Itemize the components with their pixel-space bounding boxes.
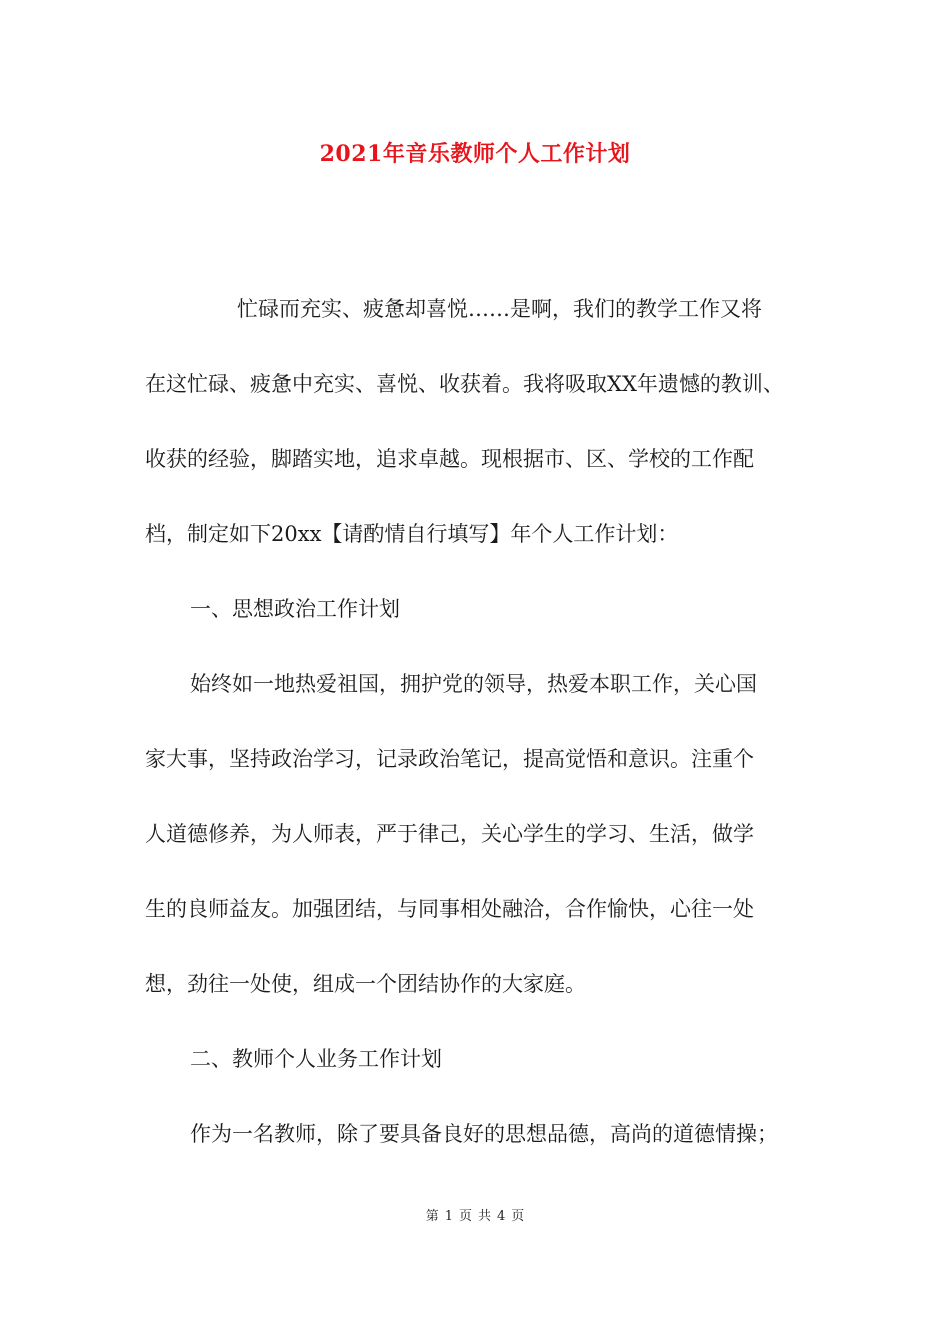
text-line: 忙碌而充实、疲惫却喜悦……是啊，我们的教学工作又将 [237, 297, 762, 321]
footer-total-pages: 4 [497, 1209, 506, 1224]
footer-label-di: 第 [425, 1209, 439, 1224]
text-line: 人道德修养，为人师表，严于律己，关心学生的学习、生活，做学 [145, 822, 754, 846]
text-line: 收获的经验，脚踏实地，追求卓越。现根据市、区、学校的工作配 [145, 447, 754, 471]
page-footer [0, 1205, 950, 1229]
document-body [145, 272, 807, 1172]
footer-label-ye2: 页 [511, 1209, 525, 1224]
paragraph-politics [145, 647, 807, 1022]
heading-line: 二、教师个人业务工作计划 [190, 1047, 442, 1071]
text-line: 档，制定如下20xx【请酌情自行填写】年个人工作计划： [145, 522, 679, 546]
text-line: 家大事，坚持政治学习，记录政治笔记，提高觉悟和意识。注重个 [145, 747, 754, 771]
text-line: 在这忙碌、疲惫中充实、喜悦、收获着。我将吸取XX年遗憾的教训、 [145, 372, 784, 396]
paragraph-business [145, 1097, 807, 1172]
text-line: 作为一名教师，除了要具备良好的思想品德，高尚的道德情操； [190, 1122, 778, 1146]
text-line: 想，劲往一处使，组成一个团结协作的大家庭。 [145, 972, 586, 996]
document-title: 2021年音乐教师个人工作计划 [319, 141, 631, 167]
footer-label-ye: 页 [458, 1209, 472, 1224]
text-line: 生的良师益友。加强团结，与同事相处融洽，合作愉快，心往一处 [145, 897, 754, 921]
text-line: 始终如一地热爱祖国，拥护党的领导，热爱本职工作，关心国 [190, 672, 757, 696]
paragraph-intro [145, 272, 807, 572]
section-heading-2 [145, 1022, 807, 1097]
section-heading-1 [145, 572, 807, 647]
heading-line: 一、思想政治工作计划 [190, 597, 400, 621]
footer-current-page: 1 [444, 1209, 453, 1224]
footer-label-gong: 共 [478, 1209, 492, 1224]
